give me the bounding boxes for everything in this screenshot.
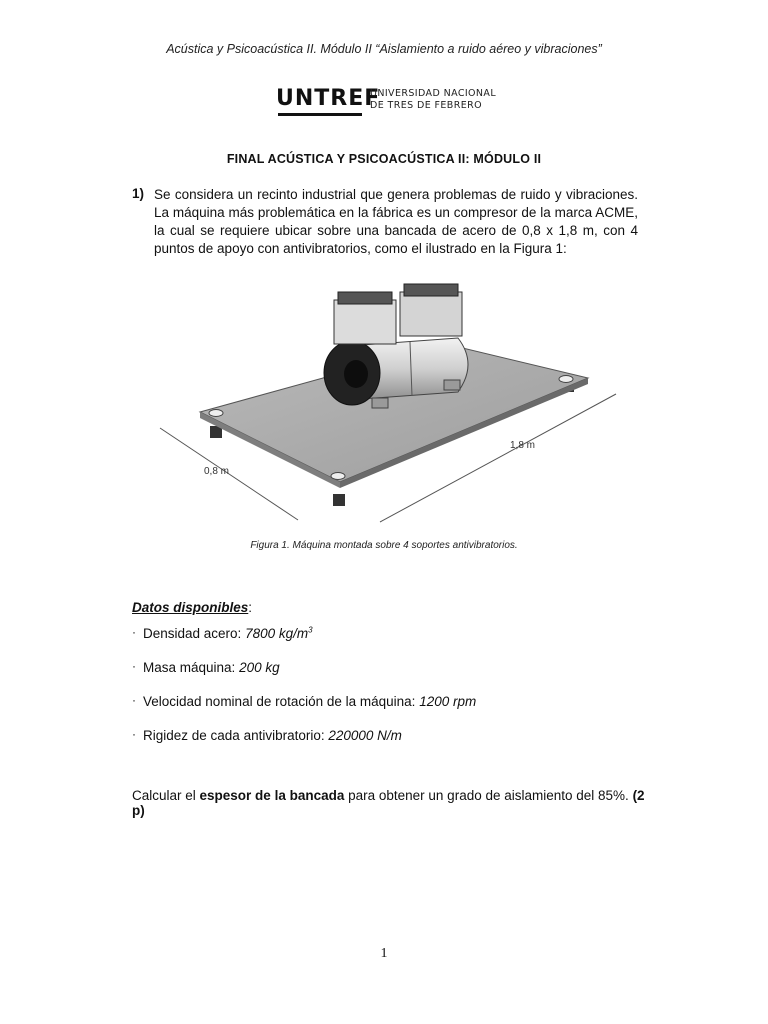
bullet: · xyxy=(132,659,136,673)
cylinder-head xyxy=(400,292,462,336)
calc-prefix: Calcular el xyxy=(132,788,200,803)
head-fins xyxy=(338,292,392,304)
bullet: · xyxy=(132,625,136,639)
motor-bracket xyxy=(444,380,460,390)
item-label: Masa máquina: xyxy=(143,660,240,675)
logo-line-1: UNIVERSIDAD NACIONAL xyxy=(370,88,497,99)
list-item xyxy=(132,660,632,694)
data-heading-label: Datos disponibles xyxy=(132,600,249,615)
dimension-label-width: 0,8 m xyxy=(204,466,230,477)
item-label: Rigidez de cada antivibratorio: xyxy=(143,728,329,743)
data-list xyxy=(132,626,632,762)
page-header: Acústica y Psicoacústica II. Módulo II “Aislamiento a ruido aéreo y vibraciones” xyxy=(166,42,602,56)
document-title: FINAL ACÚSTICA Y PSICOACÚSTICA II: MÓDULO II xyxy=(226,152,542,166)
item-value: 220000 N/m xyxy=(328,728,402,743)
compressor-figure xyxy=(148,268,624,530)
mount-hole xyxy=(331,473,345,480)
data-heading-colon: : xyxy=(248,600,253,615)
item-label: Velocidad nominal de rotación de la máquina: xyxy=(143,694,420,709)
question-text: Se considera un recinto industrial que genera problemas de ruido y vibraciones. La máquina más problemática en la fábrica es un compresor de la marca ACME, la cual se requiere ubicar sobre una bancada de acero de 0,8 x 1,8 m, con 4 puntos de apoyo con antivibratorios, como el ilustrado en la Figura 1: xyxy=(154,187,638,256)
logo-mark: UNTREF xyxy=(276,86,381,111)
logo-text xyxy=(370,88,496,112)
item-value: 7800 kg/m xyxy=(245,626,309,641)
bullet: · xyxy=(132,727,136,741)
cylinder-head xyxy=(334,300,396,344)
calculation-instruction xyxy=(132,788,652,818)
data-heading xyxy=(132,600,252,615)
figure-caption: Figura 1. Máquina montada sobre 4 soportes antivibratorios. xyxy=(250,540,518,551)
motor-fan-hub xyxy=(344,360,368,388)
head-fins xyxy=(404,284,458,296)
item-exponent: 3 xyxy=(308,625,313,635)
calc-bold-target: espesor de la bancada xyxy=(199,788,345,803)
mount-hole xyxy=(559,376,573,383)
dimension-label-length: 1,8 m xyxy=(510,440,536,451)
calc-points: (2 p) xyxy=(132,788,645,818)
bullet: · xyxy=(132,693,136,707)
list-item xyxy=(132,626,632,660)
untref-logo xyxy=(276,86,506,120)
item-label: Densidad acero: xyxy=(143,626,246,641)
page-number: 1 xyxy=(380,946,388,961)
motor-bracket xyxy=(372,398,388,408)
question-number: 1) xyxy=(132,186,145,201)
list-item xyxy=(132,728,632,762)
item-value: 200 kg xyxy=(239,660,280,675)
mount-foot xyxy=(333,494,345,506)
item-value: 1200 rpm xyxy=(419,694,477,709)
logo-line-2: DE TRES DE FEBRERO xyxy=(370,100,482,111)
calc-middle: para obtener un grado de aislamiento del 85%. xyxy=(344,788,633,803)
list-item xyxy=(132,694,632,728)
logo-underline xyxy=(278,113,362,116)
mount-hole xyxy=(209,410,223,417)
